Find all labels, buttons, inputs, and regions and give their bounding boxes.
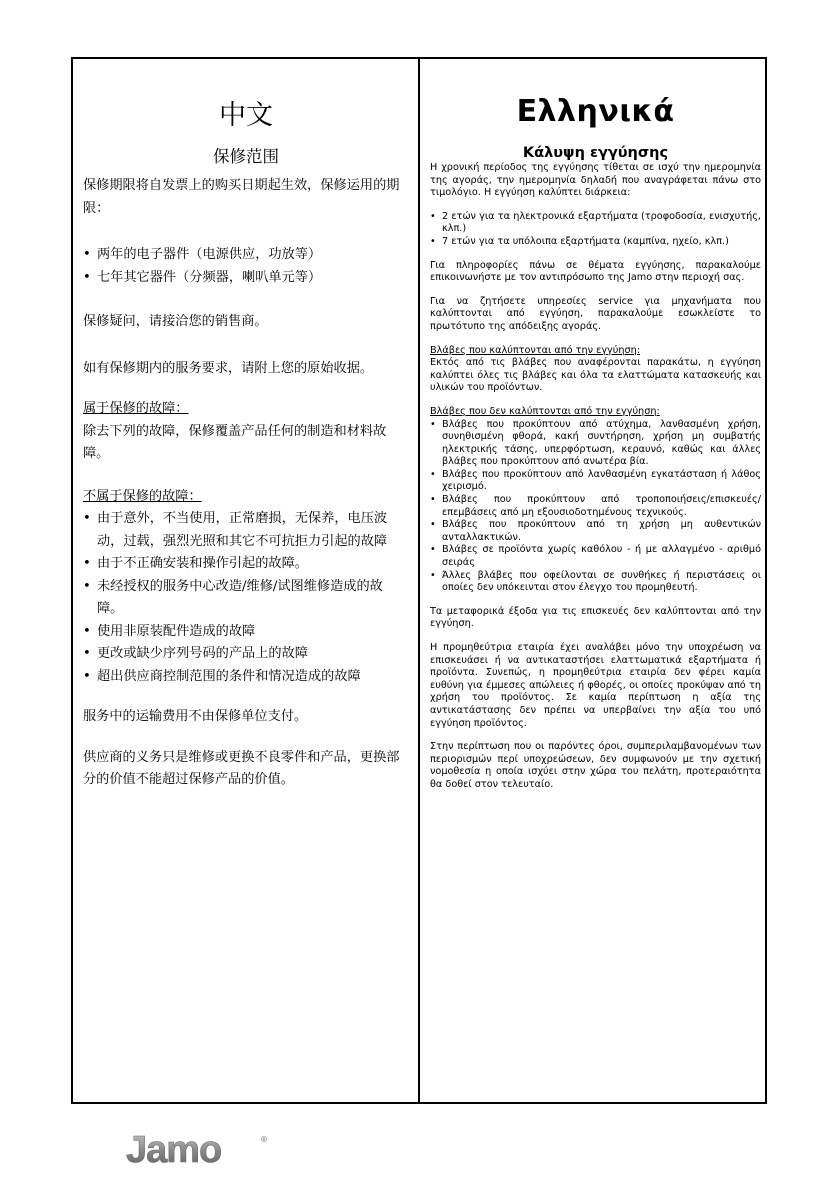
list-item: • 使用非原装配件造成的故障 (83, 623, 256, 639)
greek-subtitle: Κάλυψη εγγύησης (522, 145, 669, 161)
chinese-receipt: 如有保修期内的服务要求，请附上您的原始收据。 (83, 360, 374, 376)
list-item: • 2 ετών για τα ηλεκτρονικά εξαρτήματα (τροφοδοσία, ενισχυτής, κλπ.) (430, 210, 761, 235)
chinese-intro: 保修期限将自发票上的购买日期起生效，保修运用的期限： (83, 178, 400, 216)
greek-not-covered-list (430, 419, 761, 595)
list-item: • 更改或缺少序列号码的产品上的故障 (83, 646, 308, 661)
chinese-obligation: 供应商的义务只是维修或更换不良零件和产品，更换部分的价值不能超过保修产品的价值。 (83, 749, 400, 787)
list-item: • Βλάβες σε προϊόντα χωρίς καθόλου - ή με αλλαγμένο - αριθμό σειράς (430, 544, 761, 569)
list-item: • Άλλες βλάβες που οφείλονται σε συνθήκες ή περιστάσεις οι οποίες δεν υπόκεινται στον έλεγχο του προμηθευτή. (430, 569, 761, 594)
chinese-title: 中文 (219, 100, 273, 131)
greek-service: Για να ζητήσετε υπηρεσίες service για μηχανήματα που καλύπτονται από εγγύηση, παρακαλούμε εσωκλείστε το πρωτότυπο της απόδειξης αγοράς. (430, 295, 761, 332)
greek-transport: Τα μεταφορικά έξοδα για τις επισκευές δεν καλύπτονται από την εγγύηση. (430, 605, 761, 630)
greek-not-covered-heading: Βλάβες που δεν καλύπτονται από την εγγύηση: (430, 405, 660, 417)
list-item: • Βλάβες που προκύπτουν από ατύχημα, λανθασμένη χρήση, συνηθισμένη φθορά, κακή συντήρηση, χρήση μη συμβατής ηλεκτρικής τάσης, υπερφόρτωση, κεραυνό, καθώς και άλλες βλάβες που προκύπτουν από ανωτέρα βία. (430, 418, 761, 468)
jamo-logo (124, 1129, 274, 1171)
greek-title: Ελληνικά (516, 94, 675, 129)
chinese-subtitle: 保修范围 (213, 147, 279, 166)
chinese-covered-heading: 属于保修的故障： (83, 401, 189, 416)
chinese-covered-text: 除去下列的故障，保修覆盖产品任何的制造和材料故障。 (83, 423, 387, 461)
column-divider (418, 59, 420, 1102)
logo-wordmark: Jamo (126, 1129, 222, 1171)
greek-intro: Η χρονική περίοδος της εγγύησης τίθεται σε ισχύ την ημερομηνία της αγοράς, την ημερομηνία δηλαδή που αναγράφεται πάνω στο τιμολόγιο. Η εγγύηση καλύπτει διάρκεια: (430, 162, 761, 199)
list-item: • 7 ετών για τα υπόλοιπα εξαρτήματα (καμπίνα, ηχείο, κλπ.) (430, 235, 729, 247)
list-item: • 未经授权的服务中心改造/维修/试图维修造成的故障。 (83, 578, 383, 616)
greek-column (430, 93, 761, 803)
list-item: • 由于意外，不当使用，正常磨损，无保养，电压波动，过载，强烈光照和其它不可抗拒力引起的故障 (83, 511, 388, 549)
greek-law: Στην περίπτωση που οι παρόντες όροι, συμπεριλαμβανομένων των περιορισμών περί υποχρεώσεων, δεν συμφωνούν με την σχετική νομοθεσία η οποία ισχύει στην χώρα του πελάτη, προτεραιότητα θα δοθεί στον τελευταίο. (430, 741, 761, 790)
list-item: • Βλάβες που προκύπτουν από τροποποιήσεις/επισκευές/επεμβάσεις από μη εξουσιοδοτημένους τεχνικούς. (430, 494, 761, 518)
list-item: • 两年的电子器件（电源供应，功放等） (83, 247, 322, 262)
list-item: • 超出供应商控制范围的条件和情况造成的故障 (83, 668, 361, 684)
chinese-not-covered-heading: 不属于保修的故障： (83, 488, 202, 504)
chinese-transport: 服务中的运输费用不由保修单位支付。 (83, 709, 308, 724)
greek-obligation: Η προμηθεύτρια εταιρία έχει αναλάβει μόνο την υποχρέωση να επισκευάσει ή να αντικαταστήσει ελαττωματικά εξαρτήματα ή προϊόντα. Συνεπώς, η προμηθεύτρια εταιρία δεν φέρει καμία ευθύνη για έμμεσες απώλειες ή φθορές, οι οποίες προκύψαν από τη χρήση του προϊόντος. Σε καμία περίπτωση η αξία της αντικατάστασης δεν πρέπει να υπερβαίνει την αξία του υπό εγγύηση προϊόντος. (430, 642, 761, 729)
greek-covered-heading: Βλάβες που καλύπτονται από την εγγύηση: (430, 344, 641, 356)
list-item: • Βλάβες που προκύπτουν από τη χρήση μη αυθεντικών ανταλλακτικών. (430, 519, 761, 543)
chinese-contact: 保修疑问，请接洽您的销售商。 (83, 314, 268, 329)
list-item: • 由于不正确安装和操作引起的故障。 (83, 556, 308, 571)
list-item: • Βλάβες που προκύπτουν από λανθασμένη εγκατάσταση ή λάθος χειρισμό. (430, 468, 761, 493)
chinese-column (83, 97, 409, 802)
trademark-symbol: ® (260, 1135, 268, 1144)
greek-contact: Για πληροφορίες πάνω σε θέματα εγγύησης, παρακαλούμε επικοινωνήστε με τον αντιπρόσωπο της Jamo στην περιοχή σας. (430, 259, 761, 284)
greek-covered-text: Εκτός από τις βλάβες που αναφέρονται παρακάτω, η εγγύηση καλύπτει όλες τις βλάβες και όλα τα ελαττώματα κατασκευής και υλικών του προϊόντων. (430, 357, 761, 394)
warranty-table (71, 57, 767, 1104)
chinese-periods-list (83, 244, 409, 289)
chinese-not-covered-list (83, 508, 409, 688)
greek-periods-list (430, 211, 761, 249)
list-item: • 七年其它器件（分频器，喇叭单元等） (83, 269, 322, 285)
